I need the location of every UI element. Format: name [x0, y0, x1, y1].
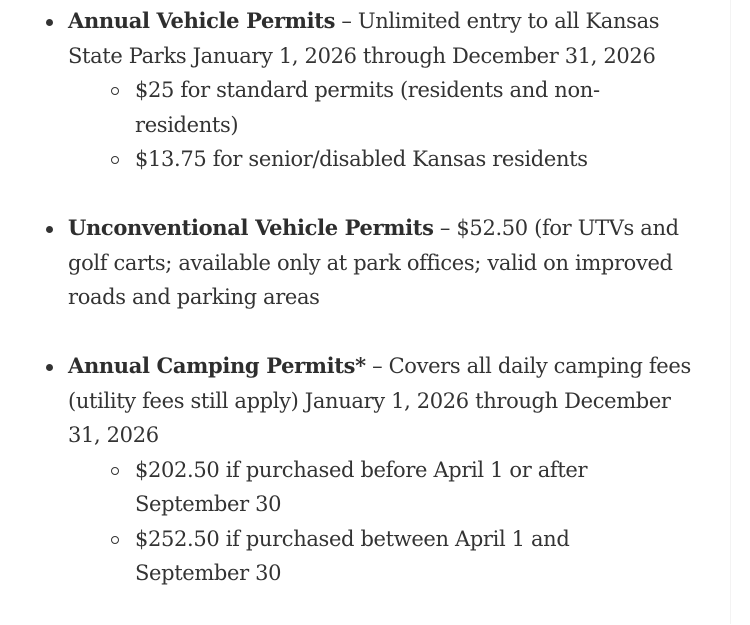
- price-item: $252.50 if purchased between April 1 and September 30: [135, 522, 635, 591]
- permit-separator: –: [335, 9, 358, 33]
- page-edge-divider: [730, 0, 731, 624]
- permit-item-annual-camping: [68, 349, 708, 591]
- permit-description: Unlimited entry to all Kansas State Parks January 1, 2026 through December 31, 2026: [68, 9, 660, 68]
- permit-description: $52.50 (for UTVs and golf carts; available only at park offices; valid on improved roads and parking areas: [68, 216, 679, 309]
- permit-item-unconventional-vehicle: [68, 211, 708, 315]
- permit-list-section: [0, 4, 730, 625]
- permit-title: Annual Vehicle Permits: [68, 8, 336, 33]
- permit-item-annual-vehicle: [68, 4, 708, 177]
- permit-title: Annual Camping Permits*: [68, 353, 366, 378]
- permit-separator: –: [365, 354, 389, 378]
- permit-separator: –: [433, 216, 457, 240]
- permit-description: Covers all daily camping fees (utility fees still apply) January 1, 2026 through December 31, 2026: [68, 354, 691, 447]
- permit-price-list: [68, 73, 708, 177]
- permit-title: Unconventional Vehicle Permits: [68, 215, 434, 240]
- price-item: $25 for standard permits (residents and non-residents): [135, 73, 635, 142]
- permit-list: [0, 4, 730, 591]
- price-item: $202.50 if purchased before April 1 or after September 30: [135, 453, 635, 522]
- price-item: $13.75 for senior/disabled Kansas residents: [135, 142, 635, 177]
- permit-price-list: [68, 453, 708, 591]
